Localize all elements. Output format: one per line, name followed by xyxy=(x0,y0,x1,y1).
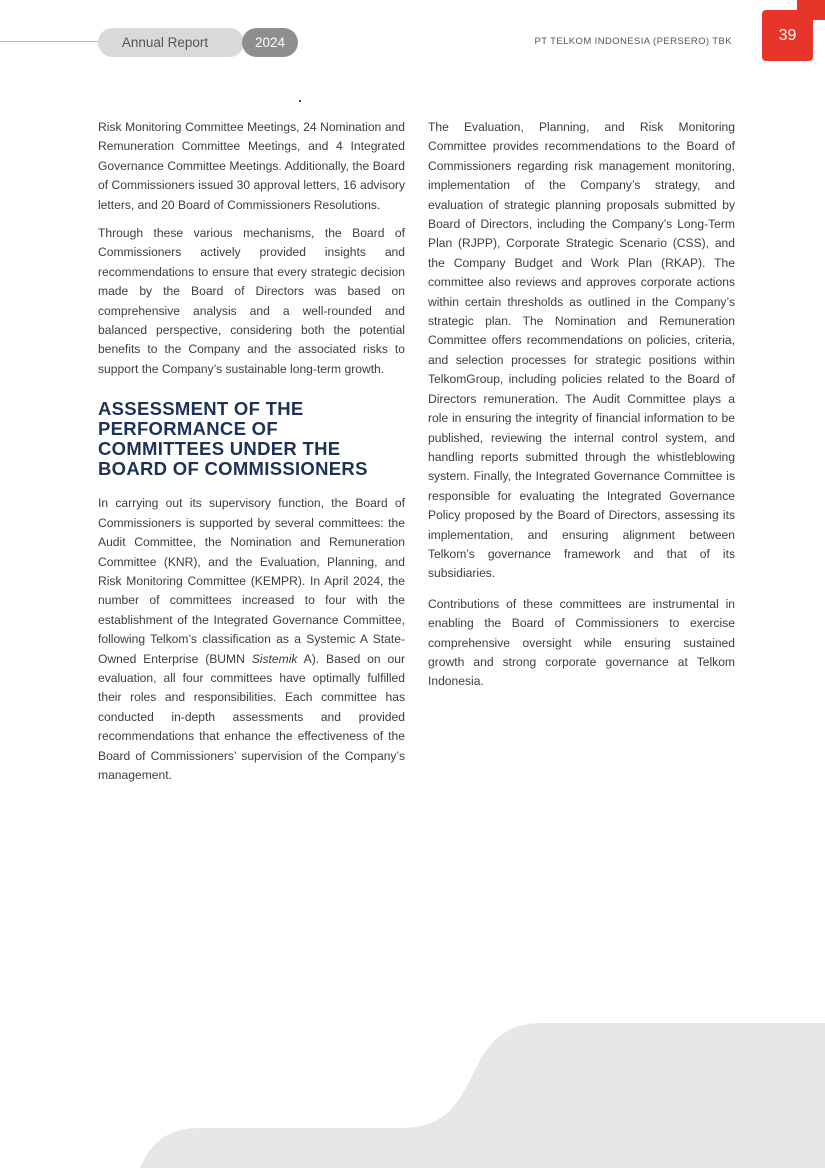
stray-dot xyxy=(299,100,301,102)
left-column xyxy=(98,118,405,796)
section-heading: ASSESSMENT OF THE PERFORMANCE OF COMMITTEES UNDER THE BOARD OF COMMISSIONERS xyxy=(98,398,368,480)
page-number: 39 xyxy=(762,10,813,61)
p3-text-after: A). Based on our evaluation, all four committees have optimally fulfilled their roles and responsibilities. Each committee has conducted in-depth assessments and provided recommendations that enhance the effectiveness of the Board of Commissioners’ supervision of the Company’s management. xyxy=(98,651,405,782)
annual-report-pill: Annual Report xyxy=(98,28,244,57)
right-column xyxy=(428,118,735,703)
company-name: PT TELKOM INDONESIA (PERSERO) TBK xyxy=(534,36,732,47)
right-paragraph-1: The Evaluation, Planning, and Risk Monitoring Committee provides recommendations to the Board of Commissioners regarding risk management monitoring, implementation of the Company’s strategy, and evaluation of strategic planning proposals submitted by Board of Directors, including the Company’s Long-Term Plan (RJPP), Corporate Strategic Scenario (CSS), and the Company Budget and Work Plan (RKAP). The committee also reviews and approves corporate actions within certain thresholds as outlined in the Company’s strategic plan. The Nomination and Remuneration Committee offers recommendations on policies, criteria, and selection processes for strategic positions within TelkomGroup, including policies related to the Board of Directors remuneration. The Audit Committee plays a role in ensuring the integrity of financial information to be published, reviewing the internal control system, and handling reports submitted through the whistleblowing system. Finally, the Integrated Governance Committee is responsible for evaluating the Integrated Governance Policy proposed by the Board of Directors, assessing its implementation, and ensuring alignment between Telkom’s governance framework and that of its subsidiaries. xyxy=(428,120,735,581)
p3-italic-term: Sistemik xyxy=(251,651,298,666)
header-rule xyxy=(0,41,110,42)
p3-text-before: In carrying out its supervisory function, the Board of Commissioners is supported by several committees: the Audit Committee, the Nomination and Remuneration Committee (KNR), and the Evaluation, Planning, and Risk Monitoring Committee (KEMPR). In April 2024, the number of committees increased to four with the establishment of the Integrated Governance Committee, following Telkom’s classification as a Systemic A State-Owned Enterprise (BUMN xyxy=(98,496,405,666)
year-pill: 2024 xyxy=(242,28,298,57)
right-paragraph-2: Contributions of these committees are instrumental in enabling the Board of Commissioners to exercise comprehensive oversight while ensuring sustained growth and strong corporate governance at Telkom Indonesia. xyxy=(428,596,735,689)
left-paragraph-1: Risk Monitoring Committee Meetings, 24 Nomination and Remuneration Committee Meetings, and 4 Integrated Governance Committee Meetings. Additionally, the Board of Commissioners issued 30 approval letters, 16 advisory letters, and 20 Board of Commissioners Resolutions. xyxy=(98,120,405,212)
decorative-gray-wave xyxy=(140,1023,825,1168)
left-paragraph-2: Through these various mechanisms, the Board of Commissioners actively provided insights and recommendations to ensure that every strategic decision made by the Board of Directors was based on comprehensive analysis and a well-rounded and balanced perspective, considering both the potential benefits to the Company and the associated risks to support the Company’s sustainable long-term growth. xyxy=(98,226,405,376)
left-paragraph-3 xyxy=(98,494,405,785)
